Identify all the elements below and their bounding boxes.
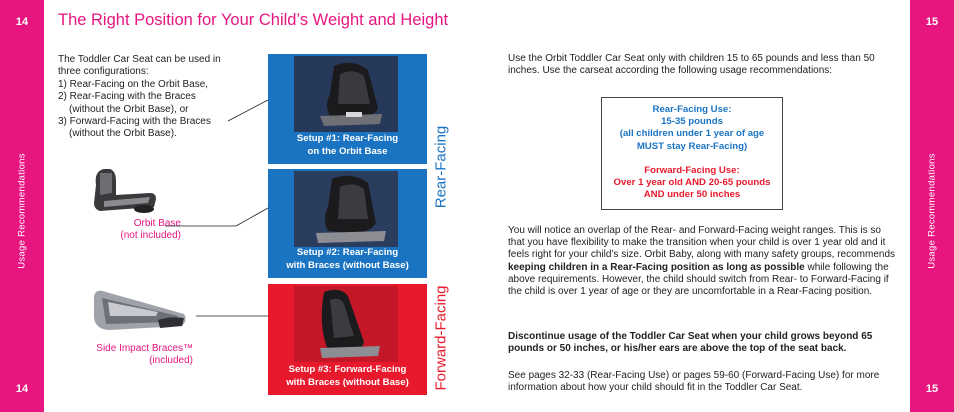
intro-text xyxy=(58,54,248,141)
usage-line: (all children under 1 year of age xyxy=(619,128,765,140)
page-number-bottom: 14 xyxy=(15,383,29,395)
setup-2-panel xyxy=(268,169,427,278)
right-sidebar xyxy=(910,0,954,412)
forward-facing-usage xyxy=(602,165,782,202)
side-impact-label-line: (included) xyxy=(149,355,193,366)
setup-caption-line: with Braces (without Base) xyxy=(286,259,409,271)
setup-caption xyxy=(268,247,427,272)
usage-line: Forward-Facing Use: xyxy=(644,164,740,176)
side-impact-braces-image xyxy=(88,286,190,334)
intro-line: (without the Orbit Base), or xyxy=(69,103,189,115)
usage-line: 15-35 pounds xyxy=(661,116,723,128)
setup-caption-line: Setup #2: Rear-Facing xyxy=(296,247,399,258)
side-impact-label xyxy=(58,343,193,367)
side-impact-label-line: Side Impact Braces™ xyxy=(96,343,193,354)
forward-facing-label: Forward-Facing xyxy=(432,285,450,391)
rear-facing-usage xyxy=(602,104,782,153)
setup-caption xyxy=(268,133,427,158)
usage-line: Rear-Facing Use: xyxy=(652,104,732,115)
usage-line: Over 1 year old AND 20-65 pounds xyxy=(613,177,771,189)
usage-intro-paragraph: Use the Orbit Toddler Car Seat only with children 15 to 65 pounds and less than 50 inches. Use the carseat according the following usage recommendations: xyxy=(508,53,875,77)
intro-line: 3) Forward-Facing with the Braces xyxy=(58,116,211,128)
setup-caption-line: on the Orbit Base xyxy=(307,145,388,157)
overlap-text: while following the above requirements. However, the child should switch from Rear- to Forward-Facing if the child is over 1 year of age or they are uncomfortable in a Rear-Facing position. xyxy=(508,261,889,298)
orbit-base-label xyxy=(100,218,181,242)
page-number-bottom: 15 xyxy=(925,383,939,395)
car-seat-photo xyxy=(294,286,398,362)
setup-caption xyxy=(268,364,427,389)
intro-line: 2) Rear-Facing with the Braces xyxy=(58,91,196,103)
discontinue-paragraph: Discontinue usage of the Toddler Car Seat when your child grows beyond 65 pounds or 50 inches, or his/her ears are above the top of the seat back. xyxy=(508,331,873,355)
car-seat-photo xyxy=(294,56,398,132)
rear-facing-label: Rear-Facing xyxy=(432,125,450,209)
intro-line: (without the Orbit Base). xyxy=(69,128,177,140)
setup-3-panel xyxy=(268,284,427,395)
overlap-text: You will notice an overlap of the Rear- and Forward-Facing weight ranges. This is so that you have flexibility to make the transition when your child is over 1 year old and it feels right for your child’s size. Orbit Baby, along with many safety groups, recommends xyxy=(508,225,896,261)
intro-line: three configurations: xyxy=(58,66,149,78)
orbit-base-image xyxy=(90,165,160,217)
usage-box xyxy=(601,97,783,210)
orbit-base-label-line: Orbit Base xyxy=(133,218,181,229)
page-number-top: 14 xyxy=(15,16,29,28)
overlap-emphasis: keeping children in a Rear-Facing position as long as possible xyxy=(508,261,805,273)
see-pages-paragraph: See pages 32-33 (Rear-Facing Use) or pages 59-60 (Forward-Facing Use) for more information about how your child should fit in the Toddler Car Seat. xyxy=(508,370,880,394)
usage-line: AND under 50 inches xyxy=(643,189,741,201)
usage-line: MUST stay Rear-Facing) xyxy=(636,140,748,152)
setup-1-panel xyxy=(268,54,427,164)
setup-caption-line: Setup #1: Rear-Facing xyxy=(296,133,399,144)
orbit-base-label-line: (not included) xyxy=(120,230,181,241)
left-sidebar xyxy=(0,0,44,412)
section-label: Usage Recommendations xyxy=(926,153,938,269)
setup-caption-line: Setup #3: Forward-Facing xyxy=(288,364,407,375)
car-seat-photo xyxy=(294,171,398,247)
overlap-paragraph xyxy=(508,225,896,298)
section-label: Usage Recommendations xyxy=(16,153,28,269)
setup-caption-line: with Braces (without Base) xyxy=(286,376,409,388)
page-title: The Right Position for Your Child’s Weight and Height xyxy=(58,11,449,29)
intro-line: The Toddler Car Seat can be used in xyxy=(58,54,221,65)
page-number-top: 15 xyxy=(925,16,939,28)
intro-line: 1) Rear-Facing on the Orbit Base, xyxy=(58,78,209,90)
